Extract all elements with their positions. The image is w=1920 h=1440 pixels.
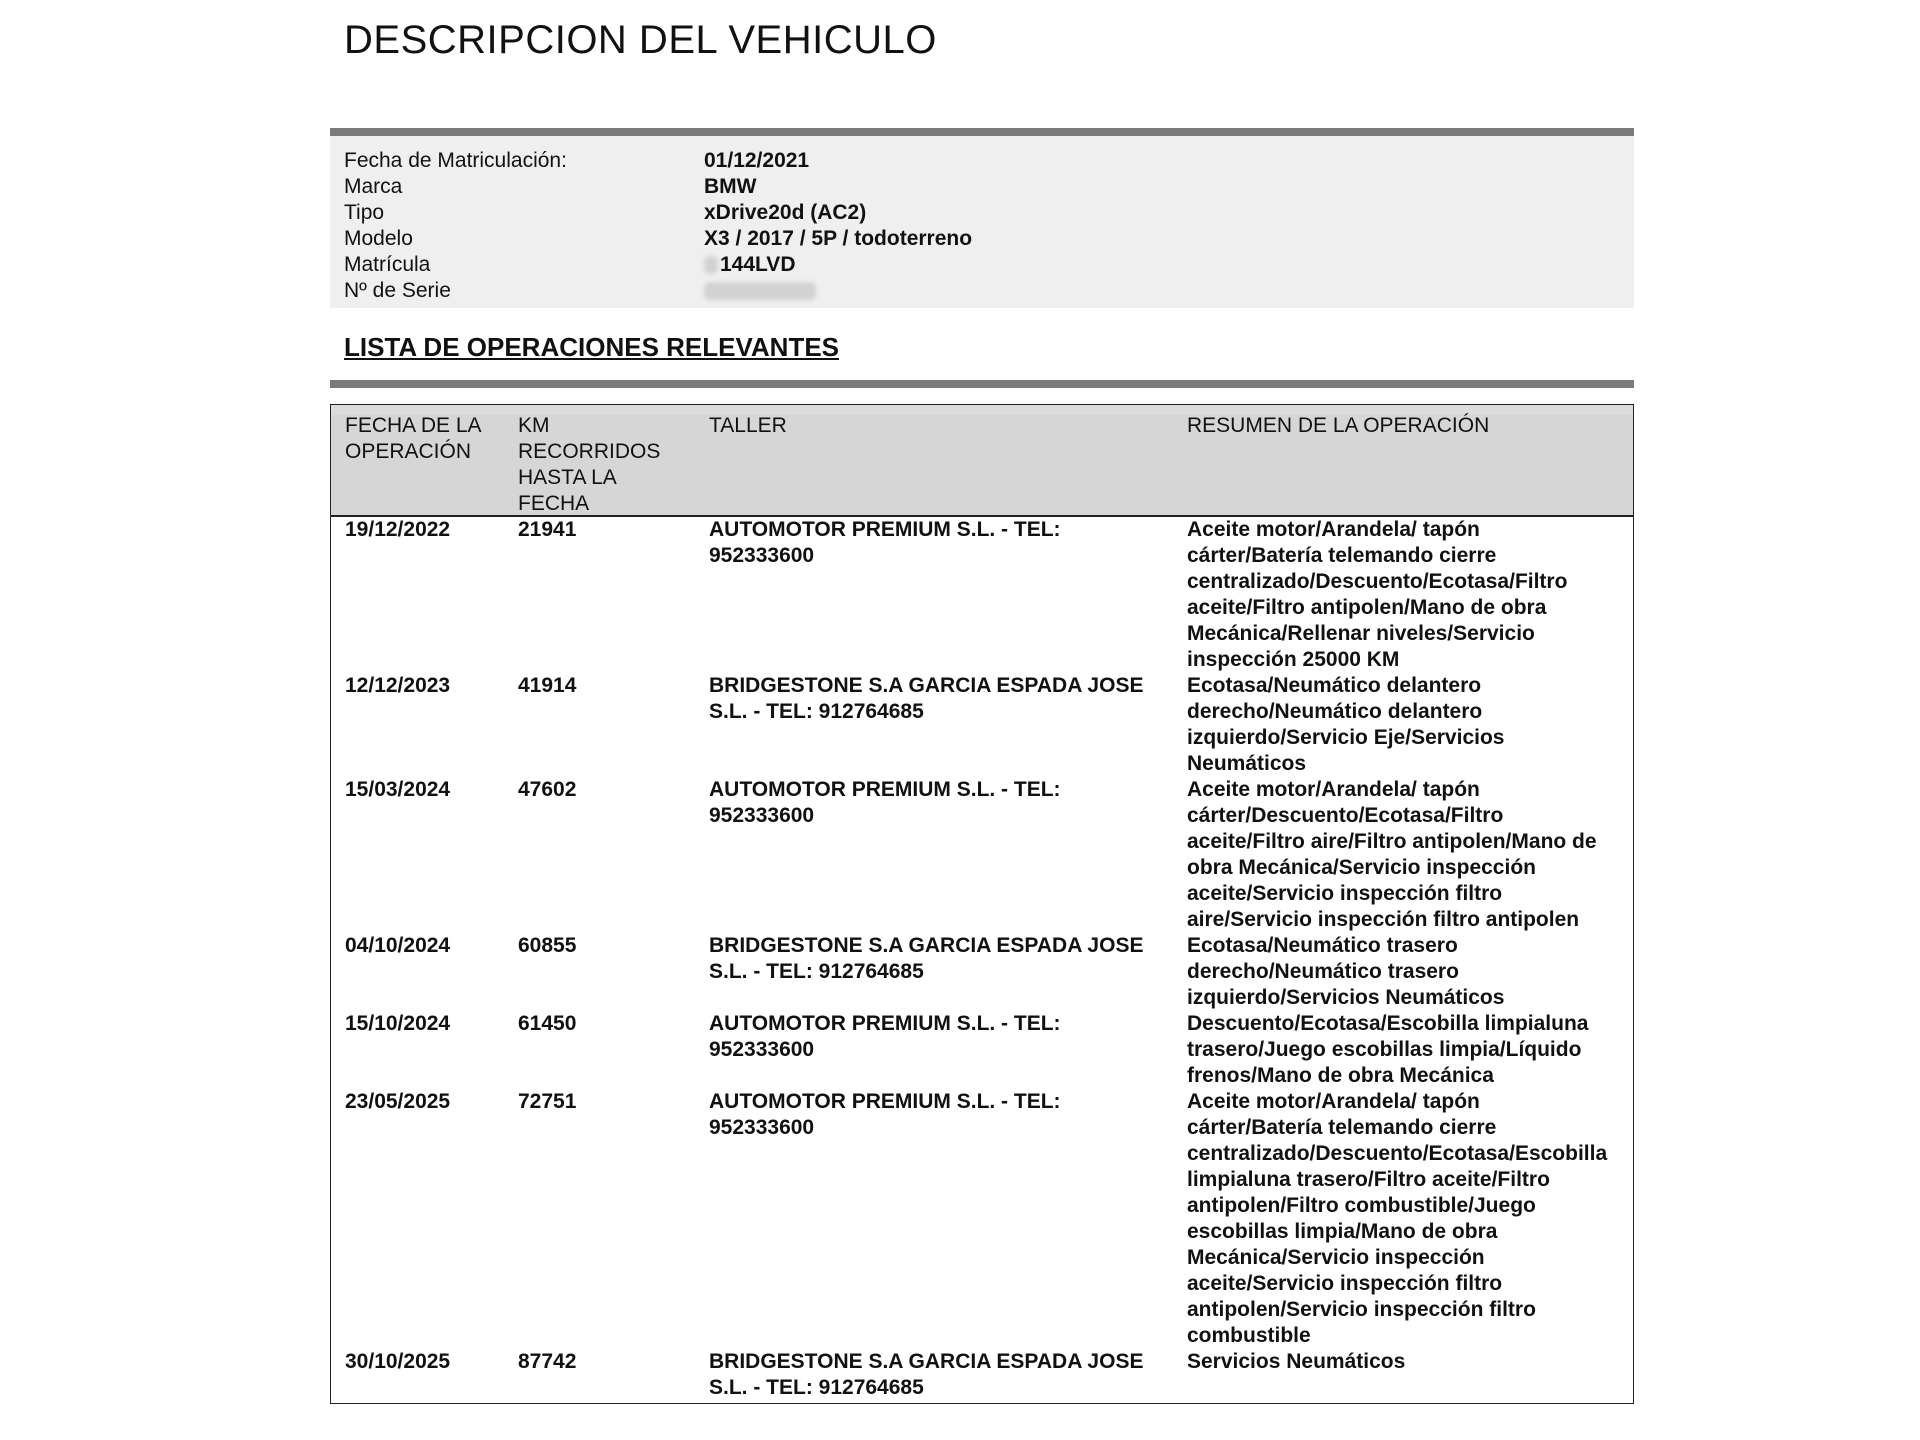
cell-fecha: 19/12/2022: [345, 518, 451, 541]
redacted-block: [704, 282, 816, 300]
cell-km: 72751: [518, 1090, 577, 1113]
info-value: 01/12/2021: [704, 149, 810, 172]
table-row: [331, 933, 1633, 1011]
info-label: Marca: [344, 175, 403, 198]
table-row: [331, 1089, 1633, 1349]
cell-resumen: Aceite motor/Arandela/ tapón cárter/Batería telemando cierre centralizado/Descuento/Ecotasa/Filtro aceite/Filtro antipolen/Mano de obra Mecánica/Rellenar niveles/Servicio inspección 25000 KM: [1187, 518, 1568, 671]
info-value: BMW: [704, 175, 757, 198]
cell-resumen: Ecotasa/Neumático trasero derecho/Neumático trasero izquierdo/Servicios Neumáticos: [1187, 934, 1505, 1009]
cell-resumen: Descuento/Ecotasa/Escobilla limpialuna trasero/Juego escobillas limpia/Líquido frenos/Mano de obra Mecánica: [1187, 1012, 1589, 1087]
cell-km: 60855: [518, 934, 577, 957]
cell-fecha: 30/10/2025: [345, 1350, 451, 1373]
info-label: Fecha de Matriculación:: [344, 149, 567, 172]
cell-resumen: Servicios Neumáticos: [1187, 1350, 1406, 1373]
cell-taller: BRIDGESTONE S.A GARCIA ESPADA JOSE S.L. - TEL: 912764685: [709, 934, 1144, 983]
column-header-resumen: RESUMEN DE LA OPERACIÓN: [1187, 414, 1490, 437]
cell-fecha: 12/12/2023: [345, 674, 451, 697]
cell-fecha: 23/05/2025: [345, 1090, 451, 1113]
table-row: [331, 777, 1633, 933]
cell-resumen: Ecotasa/Neumático delantero derecho/Neumático delantero izquierdo/Servicio Eje/Servicios Neumáticos: [1187, 674, 1505, 775]
column-header-fecha: FECHA DE LA OPERACIÓN: [345, 414, 482, 463]
column-header-km: KM RECORRIDOS HASTA LA FECHA: [518, 414, 661, 515]
cell-taller: AUTOMOTOR PREMIUM S.L. - TEL: 952333600: [709, 1090, 1061, 1139]
operations-top-rule: [330, 380, 1634, 388]
table-header: [331, 405, 1633, 517]
cell-fecha: 15/10/2024: [345, 1012, 451, 1035]
table-row: [331, 517, 1633, 673]
section-title: LISTA DE OPERACIONES RELEVANTES: [344, 332, 840, 362]
cell-taller: AUTOMOTOR PREMIUM S.L. - TEL: 952333600: [709, 778, 1061, 827]
info-label: Modelo: [344, 227, 413, 250]
cell-km: 61450: [518, 1012, 577, 1035]
cell-taller: AUTOMOTOR PREMIUM S.L. - TEL: 952333600: [709, 518, 1061, 567]
matricula-visible-text: 144LVD: [720, 253, 796, 276]
page-title: DESCRIPCION DEL VEHICULO: [344, 18, 937, 62]
cell-taller: BRIDGESTONE S.A GARCIA ESPADA JOSE S.L. - TEL: 912764685: [709, 674, 1144, 723]
info-value: xDrive20d (AC2): [704, 201, 867, 224]
cell-km: 87742: [518, 1350, 577, 1373]
cell-taller: BRIDGESTONE S.A GARCIA ESPADA JOSE S.L. - TEL: 912764685: [709, 1350, 1144, 1399]
cell-taller: AUTOMOTOR PREMIUM S.L. - TEL: 952333600: [709, 1012, 1061, 1061]
cell-resumen: Aceite motor/Arandela/ tapón cárter/Batería telemando cierre centralizado/Descuento/Ecotasa/Escobilla limpialuna trasero/Filtro aceite/Filtro antipolen/Filtro combustible/Juego escobillas limpia/Mano de obra Mecánica/Servicio inspección aceite/Servicio inspección filtro antipolen/Servicio inspección filtro combustible: [1187, 1090, 1608, 1347]
info-value: [704, 278, 816, 304]
info-label: Matrícula: [344, 253, 431, 276]
cell-km: 21941: [518, 518, 577, 541]
table-row: [331, 1011, 1633, 1089]
info-value: [704, 252, 795, 278]
cell-fecha: 04/10/2024: [345, 934, 451, 957]
table-row: [331, 673, 1633, 777]
cell-km: 41914: [518, 674, 577, 697]
column-header-taller: TALLER: [709, 414, 787, 437]
cell-resumen: Aceite motor/Arandela/ tapón cárter/Descuento/Ecotasa/Filtro aceite/Filtro aire/Filtro antipolen/Mano de obra Mecánica/Servicio inspección aceite/Servicio inspección filtro aire/Servicio inspección filtro antipolen: [1187, 778, 1597, 931]
cell-km: 47602: [518, 778, 577, 801]
vehicle-info-box: [330, 136, 1634, 308]
info-value: X3 / 2017 / 5P / todoterreno: [704, 227, 973, 250]
table-row: [331, 1349, 1633, 1405]
info-label: Tipo: [344, 201, 385, 224]
table-body: [331, 517, 1633, 1405]
redacted-block: [704, 256, 718, 274]
cell-fecha: 15/03/2024: [345, 778, 451, 801]
info-label: Nº de Serie: [344, 279, 451, 302]
operations-table: [330, 404, 1634, 1404]
vehicle-info-top-rule: [330, 128, 1634, 136]
